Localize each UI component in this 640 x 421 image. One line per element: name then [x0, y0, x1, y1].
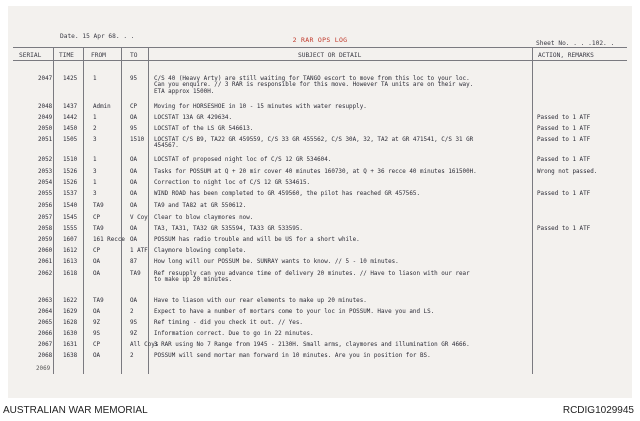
action-text: Passed to 1 ATF [537, 115, 591, 121]
serial-text: 2066 [38, 331, 53, 337]
time-text: 1450 [63, 126, 78, 132]
cell-serial [38, 271, 52, 277]
cell-to [130, 320, 137, 326]
cell-serial [38, 157, 52, 163]
cell-from [93, 248, 100, 254]
to-text: OA [130, 180, 138, 186]
log-row [8, 169, 632, 180]
cell-from [93, 169, 97, 175]
cell-time [63, 331, 77, 337]
subject-text: Information correct. Due to go in 22 minutes. [154, 331, 314, 337]
cell-subject [154, 298, 367, 304]
cell-subject [154, 191, 420, 197]
cell-to [130, 215, 148, 221]
time-text: 1540 [63, 203, 78, 209]
cell-serial [38, 115, 52, 121]
cell-time [63, 215, 77, 221]
cell-time [63, 115, 77, 121]
time-text: 1613 [63, 259, 78, 265]
time-text: 1505 [63, 137, 78, 143]
cell-from [93, 271, 100, 277]
serial-text: 2068 [38, 353, 53, 359]
serial-text: 2053 [38, 169, 53, 175]
cell-time [63, 226, 77, 232]
cell-serial [38, 298, 52, 304]
cell-serial [38, 237, 52, 243]
cell-serial [38, 353, 52, 359]
serial-text: 2054 [38, 180, 53, 186]
cell-time [63, 203, 77, 209]
time-text: 1526 [63, 169, 78, 175]
serial-text: 2059 [38, 237, 53, 243]
subject-continuation: Can you enquire. // 3 RAR is responsible for this move. However TA units are on their way. [154, 82, 474, 89]
col-header-subject: SUBJECT OR DETAIL [298, 52, 362, 59]
cell-subject [154, 248, 246, 254]
cell-to [130, 104, 137, 110]
serial-text: 2049 [38, 115, 53, 121]
serial-text: 2067 [38, 342, 53, 348]
log-row [8, 342, 632, 353]
cell-subject [154, 157, 331, 163]
log-row [8, 320, 632, 331]
from-text: TA9 [93, 226, 104, 232]
log-row [8, 248, 632, 259]
time-text: 1545 [63, 215, 78, 221]
time-text: 1425 [63, 76, 78, 82]
cell-to [130, 180, 137, 186]
cell-subject [154, 271, 470, 284]
from-text: Admin [93, 104, 111, 110]
action-text: Wrong not passed. [537, 169, 598, 175]
cell-to [130, 309, 134, 315]
from-text: 2 [93, 126, 97, 132]
cell-serial [38, 248, 52, 254]
subject-text: How long will our POSSUM be. SUNRAY wants to know. // 5 - 10 minutes. [154, 259, 399, 265]
serial-text: 2065 [38, 320, 53, 326]
cell-serial [38, 320, 52, 326]
to-text: TA9 [130, 271, 141, 277]
cell-from [93, 259, 100, 265]
action-text: Passed to 1 ATF [537, 157, 591, 163]
log-row [8, 309, 632, 320]
log-sheet [8, 6, 632, 398]
subject-text: 3 RAR using No 7 Range from 1945 - 2130H. Small arms, claymores and illumination GR 4666. [154, 342, 470, 348]
log-title: 2 RAR OPS LOG [292, 36, 348, 44]
subject-text: LOCSTAT of proposed night loc of C/S 12 GR 534604. [154, 157, 332, 163]
from-text: OA [93, 259, 101, 265]
cell-serial [38, 137, 52, 143]
serial-text: 2048 [38, 104, 53, 110]
log-row [8, 353, 632, 364]
subject-text: LOCSTAT of the LS GR 546613. [154, 126, 254, 132]
subject-continuation: 454567. [154, 143, 179, 150]
to-text: OA [130, 169, 138, 175]
cell-time [63, 353, 77, 359]
log-row [8, 271, 632, 282]
time-text: 1630 [63, 331, 78, 337]
log-row [8, 226, 632, 237]
serial-text: 2047 [38, 76, 53, 82]
to-text: 9Z [130, 331, 138, 337]
subject-text: Correction to night loc of C/S 12 GR 534615. [154, 180, 311, 186]
to-text: 95 [130, 126, 138, 132]
cell-action [537, 137, 590, 143]
time-text: 1618 [63, 271, 78, 277]
cell-subject [154, 126, 253, 132]
log-row [8, 137, 632, 148]
cell-to [130, 271, 141, 277]
cell-serial [38, 169, 52, 175]
cell-to [130, 331, 137, 337]
cell-from [93, 309, 100, 315]
log-row [8, 157, 632, 168]
action-text: Passed to 1 ATF [537, 226, 591, 232]
subject-text: Clear to blow claymores now. [154, 215, 254, 221]
cell-subject [154, 215, 253, 221]
cell-serial [38, 76, 52, 82]
from-text: 1 [93, 180, 97, 186]
cell-serial [38, 180, 52, 186]
cell-from [93, 180, 97, 186]
to-text: OA [130, 191, 138, 197]
serial-text: 2055 [38, 191, 53, 197]
col-header-action: ACTION, REMARKS [538, 52, 594, 59]
cell-subject [154, 76, 473, 95]
to-text: 2 [130, 309, 134, 315]
cell-from [93, 226, 104, 232]
time-text: 1510 [63, 157, 78, 163]
cell-action [537, 157, 590, 163]
log-row [8, 180, 632, 191]
cell-subject [154, 104, 367, 110]
cell-subject [154, 226, 303, 232]
footer-record-id: RCDIG1029945 [562, 405, 634, 416]
cell-serial [38, 215, 52, 221]
cell-action [537, 226, 590, 232]
log-row [8, 259, 632, 270]
cell-serial [38, 104, 52, 110]
to-text: OA [130, 237, 138, 243]
cell-time [63, 309, 77, 315]
subject-text: Claymore blowing complete. [154, 248, 247, 254]
subject-text: TA9 and TA82 at GR 550612. [154, 203, 247, 209]
cell-from [93, 157, 97, 163]
serial-text: 2051 [38, 137, 53, 143]
cell-subject [154, 137, 473, 150]
cell-serial [38, 259, 52, 265]
cell-to [130, 115, 137, 121]
subject-continuation: to make up 20 minutes. [154, 277, 233, 284]
header-bottom-rule [13, 60, 627, 61]
from-text: 9Z [93, 320, 101, 326]
from-text: CP [93, 248, 101, 254]
from-text: 1 [93, 76, 97, 82]
action-text: Passed to 1 ATF [537, 191, 591, 197]
from-text: 3 [93, 169, 97, 175]
log-row [8, 331, 632, 342]
cell-from [93, 320, 100, 326]
cell-serial [38, 203, 52, 209]
to-text: All Coys [130, 342, 159, 348]
serial-text: 2052 [38, 157, 53, 163]
from-text: OA [93, 271, 101, 277]
from-text: OA [93, 309, 101, 315]
to-text: 87 [130, 259, 138, 265]
from-text: CP [93, 215, 101, 221]
from-text: 3 [93, 191, 97, 197]
time-text: 1442 [63, 115, 78, 121]
cell-time [63, 191, 77, 197]
time-text: 1631 [63, 342, 78, 348]
to-text: CP [130, 104, 138, 110]
cell-time [63, 126, 77, 132]
serial-text: 2057 [38, 215, 53, 221]
time-text: 1526 [63, 180, 78, 186]
subject-text: TA3, TA31, TA32 GR 535594, TA33 GR 533595. [154, 226, 303, 232]
serial-text: 2062 [38, 271, 53, 277]
cell-subject [154, 180, 310, 186]
cell-serial [38, 191, 52, 197]
log-row [8, 215, 632, 226]
from-text: 9S [93, 331, 101, 337]
cell-to [130, 353, 134, 359]
cell-action [537, 169, 597, 175]
to-text: V Coy [130, 215, 148, 221]
cell-time [63, 248, 77, 254]
cell-from [93, 203, 104, 209]
cell-from [93, 237, 125, 243]
log-row [8, 76, 632, 95]
cell-from [93, 353, 100, 359]
subject-text: POSSUM will send mortar man forward in 10 minutes. Are you in position for BS. [154, 353, 431, 359]
cell-time [63, 320, 77, 326]
subject-text: Ref resupply can you advance time of delivery 20 minutes. // Have to liason with our rear [154, 271, 470, 277]
cell-subject [154, 237, 360, 243]
serial-text: 2063 [38, 298, 53, 304]
log-row [8, 115, 632, 126]
action-text: Passed to 1 ATF [537, 126, 591, 132]
footer-archive-name: AUSTRALIAN WAR MEMORIAL [3, 405, 148, 416]
cell-to [130, 157, 137, 163]
log-date: Date. 15 Apr 68. . . [60, 33, 135, 40]
cell-to [130, 76, 137, 82]
cell-subject [154, 203, 246, 209]
log-row [8, 104, 632, 115]
serial-text: 2061 [38, 259, 53, 265]
cell-time [63, 137, 77, 143]
subject-text: C/S 40 (Heavy Arty) are still waiting for TANGO escort to move from this loc to your loc. [154, 76, 470, 82]
time-text: 1629 [63, 309, 78, 315]
from-text: TA9 [93, 298, 104, 304]
to-text: OA [130, 226, 138, 232]
cell-subject [154, 353, 431, 359]
cell-subject [154, 320, 303, 326]
to-text: OA [130, 298, 138, 304]
cell-serial [38, 226, 52, 232]
cell-to [130, 248, 148, 254]
time-text: 1607 [63, 237, 78, 243]
cell-action [537, 115, 590, 121]
from-text: 3 [93, 137, 97, 143]
cell-to [130, 169, 137, 175]
serial-text: 2058 [38, 226, 53, 232]
time-text: 1555 [63, 226, 78, 232]
action-text: Passed to 1 ATF [537, 137, 591, 143]
cell-time [63, 259, 77, 265]
subject-text: Ref timing - did you check it out. // Yes. [154, 320, 303, 326]
trailing-serial: 2069 [36, 366, 51, 372]
time-text: 1537 [63, 191, 78, 197]
time-text: 1638 [63, 353, 78, 359]
from-text: 1 [93, 115, 97, 121]
subject-text: Have to liason with our rear elements to make up 20 minutes. [154, 298, 367, 304]
to-text: 2 [130, 353, 134, 359]
cell-time [63, 180, 77, 186]
cell-subject [154, 342, 470, 348]
cell-to [130, 298, 137, 304]
col-header-to: TO [130, 52, 138, 59]
cell-time [63, 169, 77, 175]
cell-action [537, 191, 590, 197]
from-text: TA9 [93, 203, 104, 209]
serial-text: 2056 [38, 203, 53, 209]
time-text: 1628 [63, 320, 78, 326]
cell-to [130, 191, 137, 197]
cell-from [93, 137, 97, 143]
cell-serial [38, 126, 52, 132]
cell-from [93, 342, 100, 348]
subject-text: Expect to have a number of mortars come to your loc in POSSUM. Have you and LS. [154, 309, 435, 315]
log-row [8, 126, 632, 137]
cell-to [130, 237, 137, 243]
sheet-number: Sheet No. . . .102. . [536, 40, 615, 47]
cell-to [130, 137, 144, 143]
subject-text: Tasks for POSSUM at Q + 20 mir cover 40 minutes 160730, at Q + 36 recce 40 minutes 161500H. [154, 169, 477, 175]
from-text: 161 Recce [93, 237, 125, 243]
cell-subject [154, 169, 477, 175]
cell-from [93, 191, 97, 197]
col-header-from: FROM [91, 52, 106, 59]
to-text: 1510 [130, 137, 145, 143]
cell-time [63, 342, 77, 348]
cell-time [63, 298, 77, 304]
col-header-time: TIME [59, 52, 74, 59]
cell-subject [154, 309, 434, 315]
cell-serial [38, 331, 52, 337]
cell-time [63, 104, 77, 110]
cell-from [93, 126, 97, 132]
log-row [8, 298, 632, 309]
cell-subject [154, 331, 314, 337]
cell-subject [154, 115, 232, 121]
log-row [8, 191, 632, 202]
cell-from [93, 115, 97, 121]
time-text: 1622 [63, 298, 78, 304]
to-text: OA [130, 115, 138, 121]
subject-text: WIND ROAD has been completed to GR 459560, the pilot has reached GR 457565. [154, 191, 420, 197]
cell-subject [154, 259, 399, 265]
cell-from [93, 331, 100, 337]
from-text: CP [93, 342, 101, 348]
cell-serial [38, 342, 52, 348]
log-row [8, 237, 632, 248]
cell-to [130, 259, 137, 265]
header-top-rule [13, 47, 627, 48]
subject-text: POSSUM has radio trouble and will be US for a short while. [154, 237, 360, 243]
subject-text: LOCSTAT C/S B9, TA22 GR 459559, C/S 33 GR 455562, C/S 30A, 32, TA2 at GR 471541, C/S 31 GR [154, 137, 474, 143]
cell-serial [38, 309, 52, 315]
from-text: 1 [93, 157, 97, 163]
cell-action [537, 126, 590, 132]
to-text: 95 [130, 76, 138, 82]
serial-text: 2050 [38, 126, 53, 132]
cell-time [63, 157, 77, 163]
log-row [8, 203, 632, 214]
subject-text: Moving for HORSESHOE in 10 - 15 minutes with water resupply. [154, 104, 367, 110]
to-text: OA [130, 157, 138, 163]
cell-to [130, 226, 137, 232]
time-text: 1437 [63, 104, 78, 110]
serial-text: 2060 [38, 248, 53, 254]
to-text: OA [130, 203, 138, 209]
serial-text: 2064 [38, 309, 53, 315]
cell-from [93, 298, 104, 304]
time-text: 1612 [63, 248, 78, 254]
cell-from [93, 76, 97, 82]
subject-text: LOCSTAT 13A GR 429634. [154, 115, 233, 121]
to-text: 9S [130, 320, 138, 326]
cell-time [63, 237, 77, 243]
cell-from [93, 215, 100, 221]
to-text: 1 ATF [130, 248, 148, 254]
from-text: OA [93, 353, 101, 359]
cell-time [63, 76, 77, 82]
subject-continuation: ETA approx 1500H. [154, 88, 215, 95]
col-header-serial: SERIAL [19, 52, 42, 59]
cell-from [93, 104, 111, 110]
cell-time [63, 271, 77, 277]
cell-to [130, 126, 137, 132]
cell-to [130, 203, 137, 209]
